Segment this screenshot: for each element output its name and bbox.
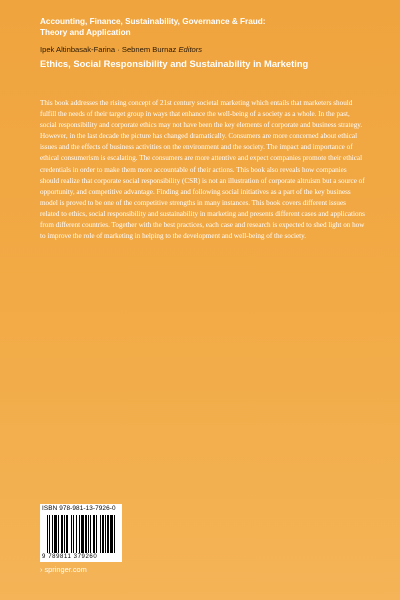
arrow-icon: › [40,565,43,574]
publisher-url: springer.com [44,565,87,574]
publisher-link[interactable] [40,565,87,574]
editors-line [40,45,202,54]
isbn-label: ISBN 978-981-13-7926-0 [42,505,116,512]
isbn-barcode [40,504,122,562]
series-title-line-1: Accounting, Finance, Sustainability, Governance & Fraud: [40,17,266,26]
editor-names: Ipek Altinbasak-Farina · Sebnem Burnaz [40,45,177,54]
barcode-digits: 9 789811 379260 [42,554,98,560]
editors-role: Editors [178,45,203,54]
series-title [40,17,370,38]
book-description: This book addresses the rising concept of 21st century societal marketing which entails that marketers should fulfill the needs of their target group in ways that enhance the well-being of a society as a whole. In the past, social responsibility and corporate ethics may not have been the key elements of corporate and business strategy. However, in the last decade the picture has changed dramatically. Consumers are more concerned about ethical issues and the effects of business activities on the environment and the society. The impact and importance of ethical consumerism is escalating. The consumers are more attentive and expect companies promote their ethical credentials in order to make them more accountable of their actions. This book also reveals how companies should realize that corporate social responsibility (CSR) is not an illustration of corporate altruism but a source of opportunity, and competitive advantage. Finding and following social initiatives as a part of the key business model is proved to be one of the competitive strengths in many instances. This book covers different issues related to ethics, social responsibility and sustainability in marketing and presents different cases and applications from different countries. Together with the best practices, each case and research is expected to shed light on how to improve the role of marketing in helping to the development and well-being of the society. [40,99,365,241]
barcode-bars [47,515,118,553]
book-title: Ethics, Social Responsibility and Sustainability in Marketing [40,58,309,69]
barcode-bar [115,515,116,553]
series-title-line-2: Theory and Application [40,27,131,37]
